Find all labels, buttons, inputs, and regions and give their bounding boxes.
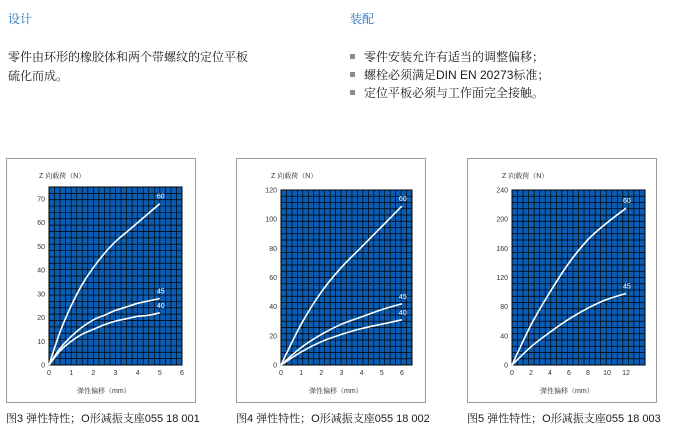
x-tick-label: 12	[622, 370, 630, 377]
series-label-60: 60	[398, 196, 407, 204]
y-axis-label: Z 向载荷（N）	[39, 173, 86, 180]
y-tick-label: 60	[269, 275, 277, 282]
assembly-item	[350, 48, 549, 66]
figure-caption-1: 图3 弹性特性；O形减振支座055 18 001	[6, 413, 200, 425]
y-tick-label: 10	[37, 338, 45, 346]
y-tick-label: 60	[37, 220, 45, 228]
assembly-item	[350, 84, 549, 102]
y-tick-label: 20	[269, 333, 277, 341]
chart-1-svg	[7, 159, 195, 402]
design-heading: 设计	[8, 12, 33, 26]
y-tick-label: 0	[273, 362, 277, 370]
y-tick-label: 120	[496, 275, 508, 282]
series-label-60: 60	[156, 193, 165, 201]
x-tick-label: 5	[157, 370, 162, 377]
chart-3-svg	[468, 159, 656, 402]
x-tick-label: 3	[339, 370, 344, 377]
x-tick-label: 3	[113, 370, 118, 377]
x-tick-label: 0	[279, 370, 283, 377]
figure-caption-3: 图5 弹性特性；O形减振支座055 18 003	[467, 413, 661, 425]
x-tick-label: 2	[91, 370, 96, 377]
series-label-40: 40	[398, 309, 407, 317]
x-tick-label: 1	[299, 370, 304, 377]
x-axis-label: 弹性偏移（mm）	[77, 388, 131, 395]
x-tick-label: 2	[529, 370, 533, 377]
x-tick-label: 0	[47, 370, 51, 377]
x-tick-label: 6	[180, 370, 184, 377]
y-tick-label: 70	[37, 196, 45, 204]
y-tick-label: 240	[496, 187, 508, 195]
x-tick-label: 8	[586, 370, 590, 377]
y-tick-label: 0	[41, 362, 45, 370]
assembly-list	[350, 48, 549, 102]
x-axis-label: 弹性偏移（mm）	[309, 388, 363, 395]
y-tick-label: 40	[500, 333, 508, 341]
x-tick-label: 2	[319, 370, 324, 377]
bullet-square-icon	[350, 90, 355, 95]
x-tick-label: 4	[135, 370, 140, 377]
chart-2-svg	[237, 159, 425, 402]
chart-frame-3	[467, 158, 657, 403]
assembly-item-text: 零件安装允许有适当的调整偏移；	[364, 50, 545, 64]
design-description: 零件由环形的橡胶体和两个带螺纹的定位平板硫化而成。	[8, 50, 249, 83]
assembly-item	[350, 66, 549, 84]
y-tick-label: 80	[269, 245, 277, 253]
y-tick-label: 20	[37, 315, 45, 323]
x-tick-label: 4	[359, 370, 364, 377]
assembly-item-text: 定位平板必须与工作面完全接触。	[364, 86, 545, 100]
x-tick-label: 4	[548, 370, 552, 377]
series-label-45: 45	[156, 288, 165, 296]
x-tick-label: 6	[567, 370, 571, 377]
y-tick-label: 50	[37, 243, 45, 251]
bullet-square-icon	[350, 72, 355, 77]
series-label-45: 45	[623, 283, 631, 291]
y-tick-label: 40	[269, 304, 277, 312]
x-tick-label: 0	[510, 370, 514, 377]
y-tick-label: 0	[504, 362, 508, 370]
y-axis-label: Z 向载荷（N）	[271, 173, 318, 180]
x-axis-label: 弹性偏移（mm）	[540, 388, 594, 395]
series-label-40: 40	[156, 302, 165, 310]
assembly-item-text: 螺栓必须满足DIN EN 20273标准；	[364, 68, 550, 82]
x-tick-label: 6	[399, 370, 404, 377]
series-label-45: 45	[398, 293, 407, 301]
x-tick-label: 10	[603, 370, 611, 377]
y-tick-label: 40	[37, 267, 45, 275]
chart-frame-1	[6, 158, 196, 403]
assembly-heading: 装配	[350, 12, 375, 26]
x-tick-label: 1	[69, 370, 74, 377]
series-label-60: 60	[623, 198, 631, 206]
bullet-square-icon	[350, 54, 355, 59]
x-tick-label: 5	[379, 370, 384, 377]
figure-caption-2: 图4 弹性特性；O形减振支座055 18 002	[236, 413, 430, 425]
y-tick-label: 30	[37, 291, 45, 299]
y-tick-label: 80	[500, 304, 508, 312]
y-tick-label: 160	[496, 245, 508, 253]
y-tick-label: 200	[496, 216, 508, 224]
y-tick-label: 100	[265, 216, 277, 224]
y-tick-label: 120	[265, 187, 277, 195]
chart-frame-2	[236, 158, 426, 403]
y-axis-label: Z 向载荷（N）	[502, 173, 549, 180]
